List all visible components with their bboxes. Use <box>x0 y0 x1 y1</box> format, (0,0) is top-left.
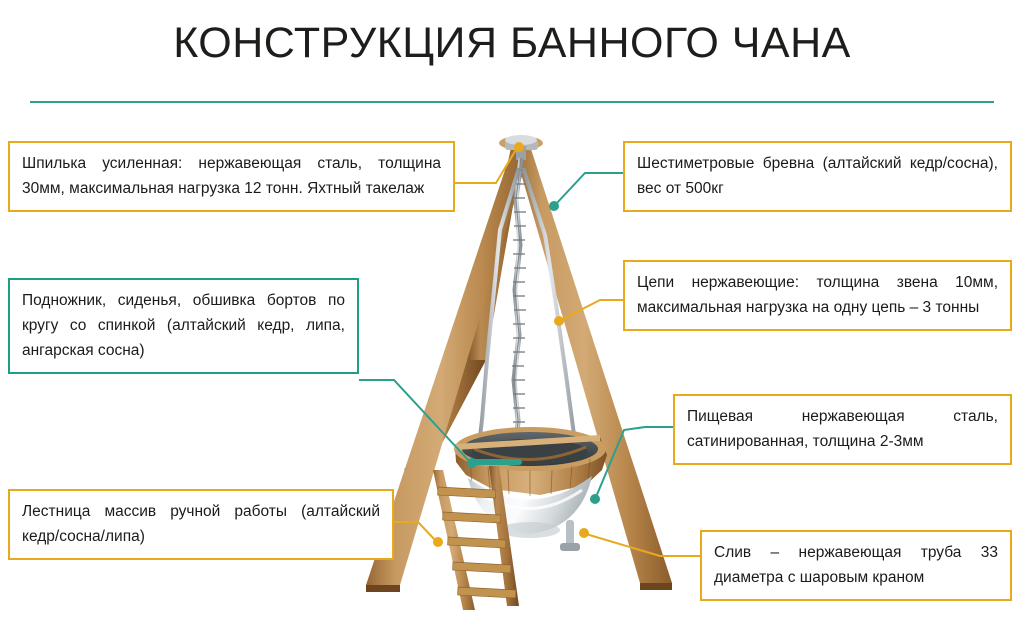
callout-ladder-text: Лестница массив ручной работы (алтайский кедр/сосна/липа) <box>22 503 380 545</box>
callout-stud-text: Шпилька усиленная: нержавеющая сталь, толщина 30мм, максимальная нагрузка 12 тонн. Яхтный такелаж <box>22 155 441 197</box>
callout-seats-text: Подножник, сиденья, обшивка бортов по кругу со спинкой (алтайский кедр, липа, ангарская сосна) <box>22 292 345 359</box>
leader-stud <box>455 142 524 183</box>
callout-logs <box>623 141 1012 212</box>
leader-steel <box>590 427 673 504</box>
callout-stud <box>8 141 455 212</box>
leader-drain <box>579 528 700 556</box>
callout-chains <box>623 260 1012 331</box>
callout-steel-text: Пищевая нержавеющая сталь, сатинированная, толщина 2-3мм <box>687 408 998 450</box>
page-title: КОНСТРУКЦИЯ БАННОГО ЧАНА <box>173 19 851 67</box>
callout-ladder <box>8 489 394 560</box>
callout-chains-text: Цепи нержавеющие: толщина звена 10мм, максимальная нагрузка на одну цепь – 3 тонны <box>637 274 998 316</box>
callout-drain-text: Слив – нержавеющая труба 33 диаметра с шаровым краном <box>714 544 998 586</box>
leader-ladder <box>394 522 443 547</box>
leader-logs <box>549 173 623 211</box>
callout-seats <box>8 278 359 374</box>
leader-seats <box>359 380 477 468</box>
callout-logs-text: Шестиметровые бревна (алтайский кедр/сосна), вес от 500кг <box>637 155 998 197</box>
callout-steel <box>673 394 1012 465</box>
callout-drain <box>700 530 1012 601</box>
leader-chains <box>554 300 623 326</box>
